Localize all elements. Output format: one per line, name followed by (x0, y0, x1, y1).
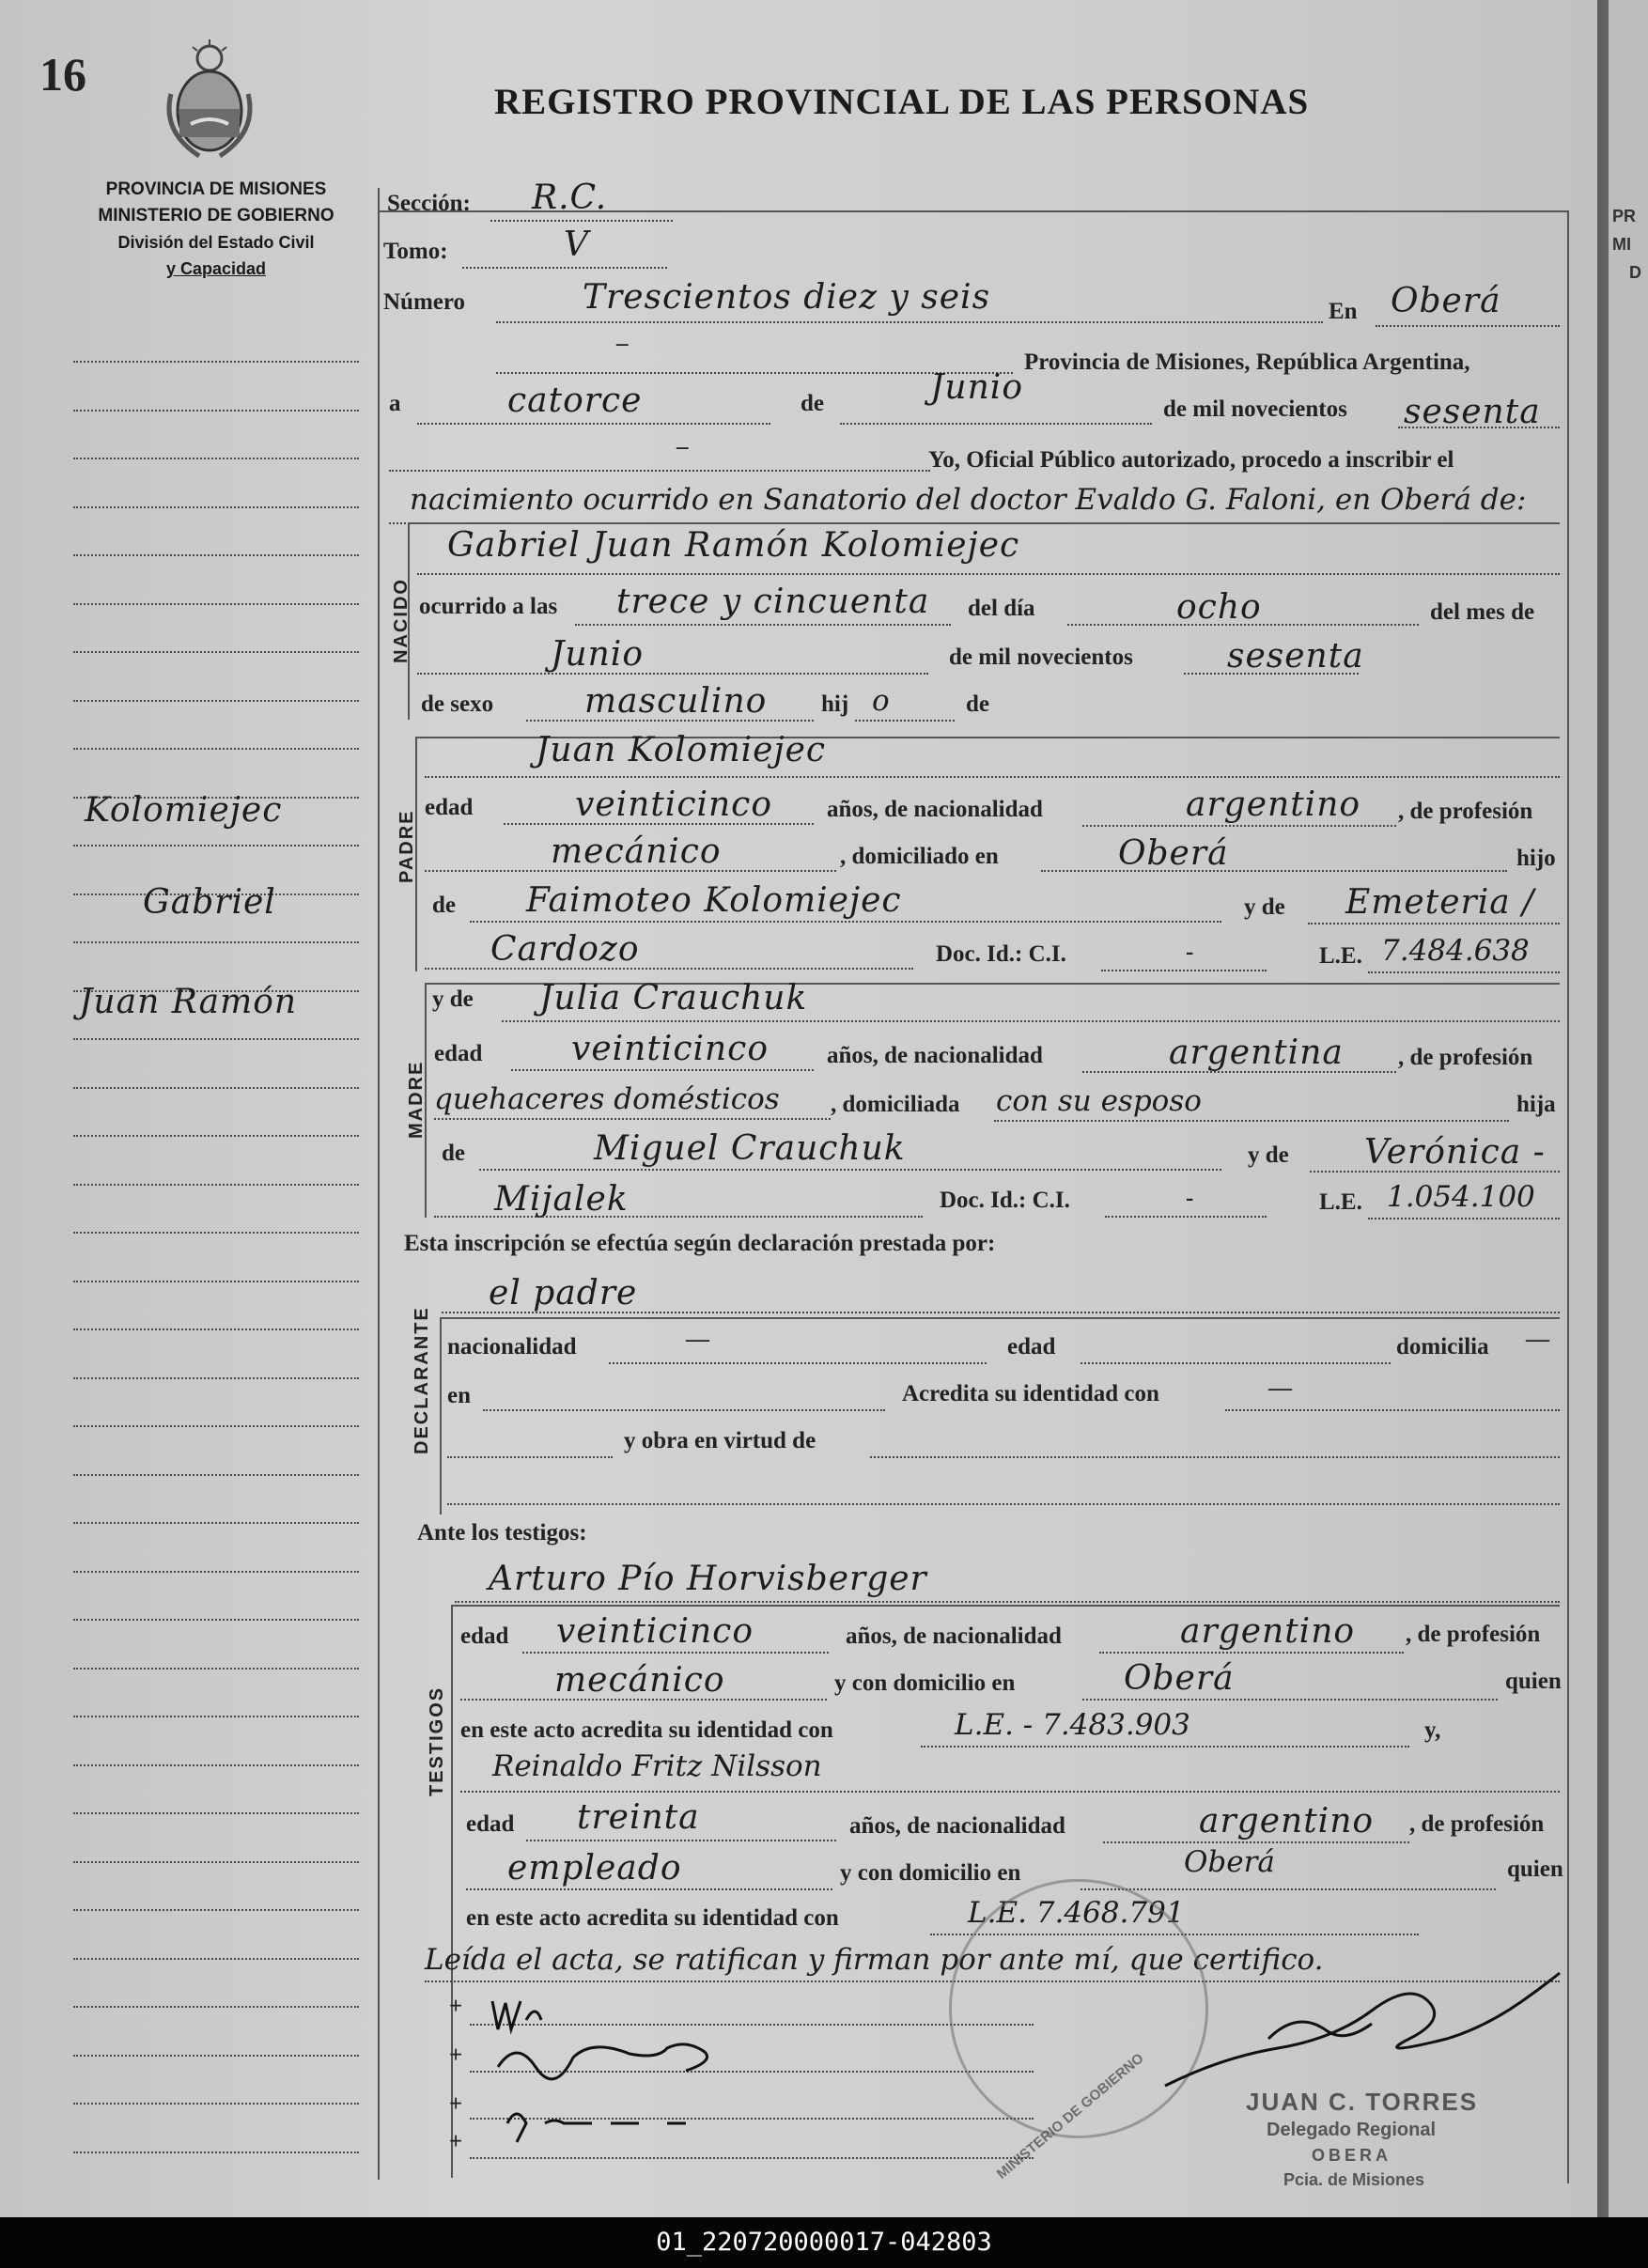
padre-padre-de: Faimoteo Kolomiejec (526, 881, 902, 920)
issuer-capacity: y Capacidad (165, 259, 267, 278)
madre-edad: veinticinco (571, 1030, 770, 1068)
padre-dom-line (1041, 870, 1507, 872)
t2-edad-label: edad (466, 1811, 515, 1837)
t1-edad: veinticinco (556, 1612, 754, 1651)
nacido-sexo: masculino (584, 682, 768, 721)
margin-rule (73, 603, 359, 605)
madre-nacionalidad: argentina (1169, 1033, 1344, 1072)
tomo-line (462, 267, 667, 269)
padre-madre-line (1308, 923, 1560, 924)
t1-dom: Oberá (1124, 1659, 1235, 1698)
t2-dom-line (1081, 1888, 1496, 1890)
margin-rule (73, 1087, 359, 1089)
madre-ci-line (1105, 1216, 1267, 1218)
mes-nac-line (417, 673, 928, 675)
nacido-de-label: de (966, 691, 989, 717)
madre-profesion: quehaceres domésticos (434, 1082, 780, 1116)
margin-rule (73, 1619, 359, 1621)
declarante-line (442, 1312, 1560, 1313)
signatures-handwritten (470, 1982, 864, 2170)
declarante-edad-label: edad (1007, 1334, 1056, 1359)
t1-nac: argentino (1180, 1612, 1356, 1651)
t2-nac: argentino (1199, 1802, 1375, 1841)
madre-name: Julia Crauchuk (539, 979, 808, 1017)
t1-edad-label: edad (460, 1623, 509, 1649)
madre-cont-line (434, 1216, 923, 1218)
de-label: de (801, 391, 824, 416)
madre-dom-label: , domiciliada (831, 1092, 960, 1117)
margin-rule (73, 410, 359, 412)
madre-edad-label: edad (434, 1041, 483, 1066)
nacido-mes: Junio (551, 635, 644, 674)
dash-2: – (676, 434, 689, 459)
padre-nac-line (1082, 825, 1396, 827)
ocurrido-label: ocurrido a las (419, 594, 558, 619)
hora-line (575, 624, 951, 626)
margin-rule (73, 1522, 359, 1524)
official-signature (1156, 1945, 1569, 2105)
t2-nac-line (1103, 1841, 1409, 1843)
margin-rule (73, 1764, 359, 1766)
margin-first-name: Gabriel (143, 883, 276, 922)
margin-rule (73, 2055, 359, 2057)
t1-quien-label: quien (1505, 1669, 1562, 1694)
margin-rule (73, 700, 359, 702)
form-right-border (1567, 210, 1569, 2183)
yo-text: Yo, Oficial Público autorizado, procedo a inscribir el (928, 447, 1454, 473)
seccion-label: Sección: (387, 191, 471, 216)
t2-prof: empleado (507, 1849, 682, 1887)
fecha-anio: sesenta (1404, 393, 1541, 431)
nacido-label: NACIDO (391, 578, 412, 663)
declarante-line-4 (447, 1503, 1560, 1505)
hij-label: hij (821, 691, 849, 717)
numero-line (496, 321, 1323, 323)
declarante-en-label: en (447, 1383, 471, 1408)
dash-1: – (616, 331, 629, 356)
t2-edad-line (526, 1840, 836, 1841)
t1-dom-line (1082, 1699, 1498, 1701)
margin-rule (73, 1184, 359, 1186)
t1-nac-line (1099, 1652, 1404, 1654)
margin-rule (73, 1958, 359, 1960)
madre-edad-line (511, 1069, 814, 1071)
padre-padre-line (470, 921, 1221, 923)
t2-acredita-label: en este acto acredita su identidad con (466, 1905, 839, 1931)
padre-edad: veinticinco (575, 785, 773, 824)
adjacent-page (1609, 0, 1648, 2217)
issuer-division: División del Estado Civil (117, 233, 315, 252)
margin-rule (73, 1571, 359, 1573)
official-province: Pcia. de Misiones (1283, 2170, 1425, 2189)
declarante-acredita: — (1268, 1375, 1292, 1401)
madre-le-label: L.E. (1319, 1189, 1362, 1215)
closing-statement: Leída el acta, se ratifican y firman por ante mí, que certifico. (425, 1943, 1324, 1977)
mil-label: de mil novecientos (1163, 396, 1347, 422)
margin-rule (73, 1909, 359, 1911)
margin-rule (73, 1812, 359, 1814)
t1-doc: L.E. - 7.483.903 (955, 1708, 1190, 1742)
t2-doc: L.E. 7.468.791 (968, 1896, 1185, 1930)
margin-rule (73, 1281, 359, 1282)
declarante-nac: — (686, 1327, 709, 1352)
t1-nac-label: años, de nacionalidad (846, 1623, 1062, 1649)
padre-domicilio: Oberá (1118, 834, 1229, 873)
margin-rule (73, 2103, 359, 2105)
madre-madre-de-2: Mijalek (494, 1180, 629, 1219)
declarante-label: DECLARANTE (412, 1306, 432, 1454)
margin-rule (73, 1377, 359, 1379)
margin-rule (73, 1328, 359, 1330)
nacido-mil-label: de mil novecientos (949, 645, 1133, 670)
madre-hija-label: hija (1516, 1092, 1556, 1117)
t1-prof: mecánico (554, 1661, 725, 1700)
blank-line-2 (389, 470, 930, 472)
mes-line (840, 423, 1152, 425)
testigos-top (451, 1605, 1560, 1607)
en-label: En (1329, 299, 1358, 324)
sig-mark-3: + (449, 2091, 463, 2117)
margin-rule (73, 1668, 359, 1670)
issuer-province: PROVINCIA DE MISIONES (105, 179, 327, 199)
nacido-anio: sesenta (1227, 637, 1364, 676)
declarante-value: el padre (489, 1274, 638, 1313)
padre-label: PADRE (396, 809, 417, 883)
nacido-hora: trece y cincuenta (616, 583, 930, 621)
next-page-fragment-3: D (1629, 263, 1641, 282)
nacimiento-line: nacimiento ocurrido en Sanatorio del doctor Evaldo G. Faloni, en Oberá de: (410, 483, 1527, 517)
padre-dom-label: , domiciliado en (840, 844, 999, 869)
madre-prof-label: , de profesión (1398, 1045, 1533, 1070)
padre-le-line (1368, 971, 1560, 973)
next-page-fragment-1: PR (1612, 207, 1637, 225)
issuer-ministry: MINISTERIO DE GOBIERNO (98, 206, 334, 225)
padre-ci: - (1186, 940, 1194, 965)
padre-le: 7.484.638 (1381, 934, 1530, 968)
t1-y-label: y, (1424, 1717, 1441, 1743)
fecha-mes: Junio (930, 368, 1023, 407)
declarante-acredita-line (1225, 1409, 1560, 1411)
madre-nac-label: años, de nacionalidad (827, 1043, 1043, 1068)
t2-dom: Oberá (1184, 1845, 1275, 1879)
del-dia-label: del día (968, 596, 1035, 621)
madre-padre-line (479, 1169, 1221, 1171)
declarante-dom-label: domicilia (1396, 1334, 1489, 1359)
declarante-en-line (483, 1409, 885, 1411)
madre-padre-de: Miguel Crauchuk (594, 1129, 906, 1168)
fecha-dia: catorce (507, 381, 643, 420)
testigo-2-name: Reinaldo Fritz Nilsson (492, 1749, 822, 1783)
margin-rule (73, 651, 359, 653)
official-name: JUAN C. TORRES (1246, 2088, 1479, 2116)
form-top-border (378, 210, 1567, 212)
padre-de-label: de (432, 893, 456, 918)
en-line (1376, 325, 1560, 327)
margin-rule (73, 2151, 359, 2153)
madre-le: 1.054.100 (1387, 1180, 1535, 1214)
declarante-virtud-line (870, 1456, 1560, 1458)
margin-rule (73, 506, 359, 508)
declarante-intro: Esta inscripción se efectúa según declaración prestada por: (404, 1231, 996, 1256)
official-city: OBERA (1312, 2146, 1392, 2165)
declarante-nac-label: nacionalidad (447, 1334, 577, 1359)
madre-dom-line (994, 1120, 1509, 1122)
padre-madre-de-2: Cardozo (490, 930, 640, 969)
t1-acredita-label: en este acto acredita su identidad con (460, 1717, 833, 1743)
padre-madre-de-1: Emeteria / (1345, 883, 1535, 922)
nacido-hij: o (872, 684, 890, 718)
padre-ci-line (1101, 970, 1267, 971)
madre-y-de2-label: y de (1248, 1142, 1289, 1168)
margin-rule (73, 1038, 359, 1040)
tomo-value: V (564, 225, 589, 264)
margin-rule (73, 1474, 359, 1476)
image-id-footer: 01_220720000017-042803 (0, 2217, 1648, 2268)
tomo-label: Tomo: (383, 239, 448, 264)
padre-cont-line (425, 968, 913, 970)
margin-rule (73, 1425, 359, 1427)
padre-prof-label: , de profesión (1398, 799, 1533, 824)
testigo-1-name: Arturo Pío Horvisberger (489, 1560, 927, 1598)
margin-rule (73, 554, 359, 556)
margin-surname: Kolomiejec (85, 791, 283, 830)
declarante-edad-line (1081, 1362, 1391, 1364)
t1-dom-label: y con domicilio en (834, 1670, 1016, 1696)
numero-value: Trescientos diez y seis (583, 278, 991, 317)
a-label: a (389, 391, 401, 416)
margin-rule (73, 2006, 359, 2008)
padre-nacionalidad: argentino (1186, 785, 1361, 824)
t2-prof-label: , de profesión (1409, 1811, 1545, 1837)
sig-mark-4: + (449, 2129, 463, 2154)
t1-doc-line (921, 1746, 1409, 1748)
nacido-name-line (417, 573, 1560, 575)
padre-nac-label: años, de nacionalidad (827, 797, 1043, 822)
padre-name-line (425, 776, 1560, 778)
margin-rule (73, 458, 359, 459)
margin-rule (73, 748, 359, 750)
margin-rule (73, 1861, 359, 1863)
issuer-block (66, 177, 366, 282)
page-number: 16 (39, 48, 86, 101)
declarante-virtud-label: y obra en virtud de (624, 1428, 816, 1453)
padre-name: Juan Kolomiejec (536, 731, 827, 769)
t2-prof-line (466, 1888, 832, 1890)
official-title: Delegado Regional (1267, 2120, 1437, 2140)
sig-mark-1: + (449, 1994, 463, 2019)
next-page-fragment-2: MI (1612, 235, 1631, 254)
madre-domicilio: con su esposo (996, 1084, 1202, 1118)
numero-label: Número (383, 289, 466, 315)
madre-prof-line (434, 1118, 831, 1120)
margin-divider (378, 188, 380, 2180)
margin-second-name: Juan Ramón (79, 983, 298, 1021)
margin-rule (73, 845, 359, 847)
testigos-label: TESTIGOS (427, 1685, 447, 1796)
margin-rule (73, 361, 359, 363)
sig-mark-2: + (449, 2043, 463, 2068)
declarante-line-3 (447, 1456, 613, 1458)
madre-madre-de-1: Verónica - (1364, 1133, 1546, 1172)
margin-rule (73, 1135, 359, 1137)
seccion-line (490, 220, 673, 222)
en-value: Oberá (1391, 282, 1501, 320)
padre-hijo-label: hijo (1516, 846, 1556, 871)
t2-edad: treinta (577, 1798, 700, 1837)
declarante-dom: — (1526, 1327, 1549, 1352)
madre-de-label: de (442, 1141, 465, 1166)
madre-ci: - (1186, 1186, 1194, 1211)
t2-nac-label: años, de nacionalidad (849, 1813, 1065, 1839)
t2-dom-label: y con domicilio en (840, 1860, 1021, 1886)
declarante-top (440, 1317, 1560, 1319)
nacido-name: Gabriel Juan Ramón Kolomiejec (447, 526, 1020, 565)
del-mes-label: del mes de (1430, 599, 1535, 625)
madre-name-line (502, 1020, 1560, 1022)
t1-edad-line (522, 1652, 829, 1654)
declarante-nac-line (609, 1362, 987, 1364)
margin-rule (73, 941, 359, 943)
padre-y-de-label: y de (1244, 894, 1285, 920)
hij-line (855, 720, 955, 722)
madre-doc-label: Doc. Id.: C.I. (940, 1188, 1070, 1213)
sexo-label: de sexo (421, 691, 494, 717)
dia-line (417, 423, 770, 425)
madre-y-de-label: y de (432, 986, 474, 1012)
margin-rule (73, 1716, 359, 1717)
testigo-1-name-line (455, 1601, 1560, 1603)
testigos-intro: Ante los testigos: (417, 1520, 587, 1546)
round-stamp-text: MINISTERIO DE GOBIERNO (993, 2050, 1147, 2183)
padre-edad-label: edad (425, 795, 474, 820)
madre-le-line (1368, 1218, 1560, 1219)
madre-label: MADRE (406, 1060, 427, 1139)
padre-doc-label: Doc. Id.: C.I. (936, 941, 1066, 967)
padre-le-label: L.E. (1319, 943, 1362, 969)
nacido-top (408, 522, 1560, 524)
margin-rule (73, 1232, 359, 1234)
padre-profesion: mecánico (551, 832, 722, 871)
declarante-bar (440, 1317, 442, 1515)
t1-prof-label: , de profesión (1406, 1622, 1541, 1647)
provincia-text: Provincia de Misiones, República Argentina, (1024, 350, 1470, 375)
t2-quien-label: quien (1507, 1856, 1563, 1882)
page-title: REGISTRO PROVINCIAL DE LAS PERSONAS (494, 82, 1310, 122)
coat-of-arms-icon (158, 38, 261, 160)
declarante-acredita-label: Acredita su identidad con (902, 1381, 1159, 1406)
seccion-value: R.C. (532, 179, 608, 217)
testigo-2-name-line (460, 1791, 1560, 1793)
nacido-dia: ocho (1176, 588, 1262, 627)
